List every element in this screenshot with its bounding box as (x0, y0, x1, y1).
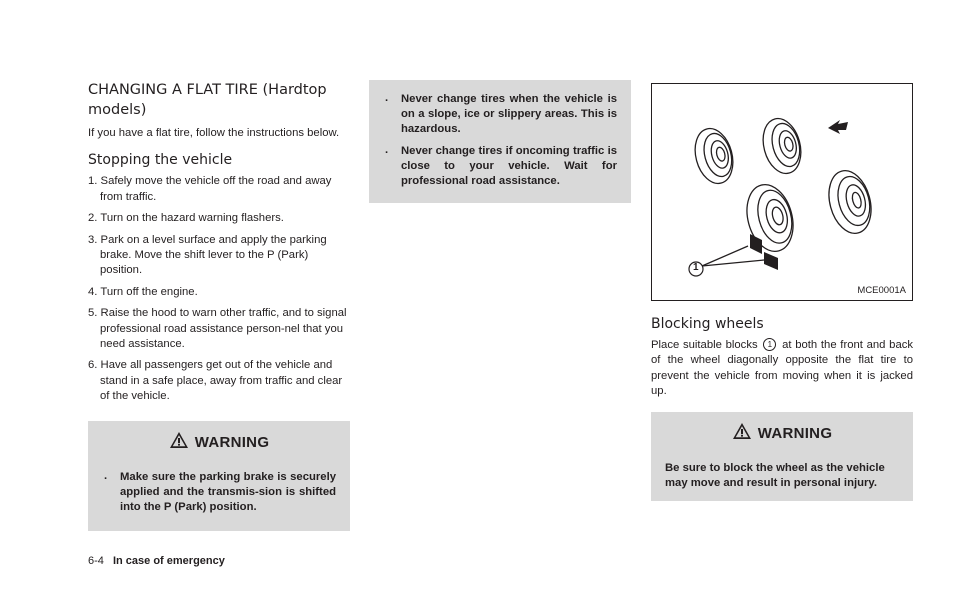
warning-item: . Never change tires when the vehicle is on a slope, ice or slippery areas. This is hazardous. (383, 92, 617, 138)
tire-rear-right (822, 166, 877, 238)
column-right (651, 80, 913, 501)
page-footer (88, 555, 225, 567)
tire-front-right (757, 114, 806, 177)
blocking-text-start: Place suitable blocks (651, 339, 758, 351)
chapter-title: In case of emergency (112, 555, 225, 567)
warning-header (665, 422, 899, 445)
tire-front-left (689, 124, 738, 187)
warning-list (383, 92, 617, 189)
figure-callout-number: 1 (693, 262, 699, 273)
warning-triangle-icon (169, 431, 189, 454)
subheading-stopping-vehicle: Stopping the vehicle (88, 152, 233, 169)
intro-paragraph: If you have a flat tire, follow the instructions below. (88, 127, 340, 139)
warning-title: WARNING (757, 424, 833, 442)
steps-list (88, 174, 350, 404)
warning-item: . Never change tires if oncoming traffic is close to your vehicle. Wait for professional road assistance. (383, 144, 617, 190)
step-item: 4. Turn off the engine. (88, 285, 198, 298)
page-number: 6-4 (88, 555, 104, 567)
warning-box-continued (369, 80, 631, 203)
step-item: 6. Have all passengers get out of the vehicle and stand in a safe place, away from traffic and clear of the vehicle. (88, 359, 343, 403)
step-item: 2. Turn on the hazard warning flashers. (88, 212, 284, 225)
warning-title: WARNING (194, 433, 270, 451)
step-item: 1. Safely move the vehicle off the road and away from traffic. (88, 175, 332, 203)
tires-drawing (652, 84, 912, 300)
warning-box (651, 412, 913, 501)
warning-item: . Make sure the parking brake is securely applied and the transmis-sion is shifted into the P (Park) position. (102, 470, 336, 516)
column-left (88, 80, 350, 531)
column-middle (369, 80, 631, 203)
blocking-paragraph (651, 338, 913, 400)
warning-box (88, 421, 350, 532)
section-title: CHANGING A FLAT TIRE (Hardtop models) (88, 82, 327, 118)
wheel-blocks-illustration (651, 83, 913, 301)
step-item: 5. Raise the hood to warn other traffic, and to signal professional road assistance person-nel that you need assistance. (88, 307, 347, 351)
callout-marker: 1 (763, 338, 776, 351)
figure-caption: MCE0001A (857, 285, 906, 296)
blocking-text-end: at both the front and back of the wheel diagonally opposite the flat tire to prevent the vehicle from moving when it is jacked up. (651, 339, 914, 398)
warning-triangle-icon (732, 422, 752, 445)
subheading-blocking-wheels: Blocking wheels (651, 316, 764, 332)
warning-text: Be sure to block the wheel as the vehicle may move and result in personal injury. (665, 461, 885, 489)
tire-rear-left (740, 179, 800, 256)
warning-list (102, 470, 336, 516)
warning-header (102, 431, 336, 454)
step-item: 3. Park on a level surface and apply the parking brake. Move the shift lever to the P (Park) position. (88, 233, 327, 277)
